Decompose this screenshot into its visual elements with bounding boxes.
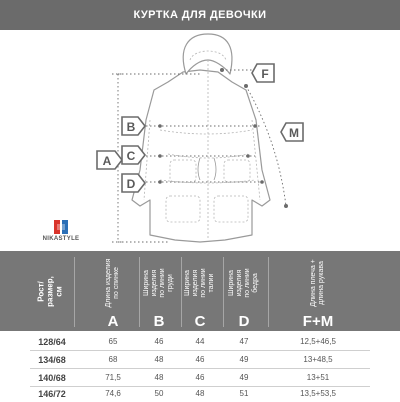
- table-row: [0, 351, 400, 368]
- row-header-cell: [30, 251, 70, 331]
- value-cell: 12,5+46,5: [300, 337, 336, 346]
- marker-c-label: C: [126, 149, 136, 163]
- value-cell: 44: [195, 337, 205, 346]
- marker-b-label: B: [126, 120, 136, 134]
- table-row: [0, 385, 400, 402]
- value-cell: 46: [195, 373, 205, 382]
- marker-m-label: M: [289, 126, 299, 140]
- size-table: [0, 251, 400, 400]
- col-header-fm: [268, 253, 368, 313]
- col-letter-c: C: [194, 312, 206, 330]
- col-letter-fm: F+M: [302, 312, 334, 330]
- value-cell: 48: [195, 389, 205, 398]
- marker-d-label: D: [126, 177, 136, 191]
- col-header-a-label: Длина изделия по спинке: [105, 258, 120, 308]
- value-cell: 51: [239, 389, 249, 398]
- brand-logo-icon: [54, 220, 68, 234]
- marker-a-label: A: [102, 154, 112, 168]
- value-cell: 49: [239, 355, 249, 364]
- value-cell: 74,6: [105, 389, 121, 398]
- value-cell: 50: [154, 389, 164, 398]
- col-header-d-label: Ширина изделия по линии бедра: [228, 268, 259, 298]
- table-row: [0, 369, 400, 386]
- value-cell: 13+48,5: [303, 355, 333, 364]
- value-cell: 13,5+53,5: [300, 389, 336, 398]
- value-cell: 46: [195, 355, 205, 364]
- value-cell: 68: [108, 355, 118, 364]
- col-header-c: [179, 253, 221, 313]
- col-header-d: [221, 253, 267, 313]
- col-header-fm-label: Длина плеча + длина рукава: [310, 259, 325, 307]
- brand-name: NIKASTYLE: [42, 236, 80, 242]
- col-letter-b: B: [153, 312, 165, 330]
- brand-block: [36, 220, 86, 242]
- value-cell: 48: [154, 355, 164, 364]
- size-table-header: [0, 251, 400, 331]
- jacket-diagram: [0, 30, 400, 250]
- marker-m: [281, 123, 303, 141]
- size-cell: 134/68: [38, 354, 66, 365]
- hood: [183, 34, 232, 74]
- value-cell: 47: [239, 337, 249, 346]
- marker-f-label: F: [261, 67, 269, 81]
- size-cell: 140/68: [38, 372, 66, 383]
- marker-f: [252, 64, 274, 82]
- jacket-sketch: [132, 34, 270, 242]
- row-header-label: Рост/ размер, см: [36, 275, 64, 307]
- value-cell: 65: [108, 337, 118, 346]
- table-row: [0, 333, 400, 350]
- value-cell: 46: [154, 337, 164, 346]
- value-cell: 13+51: [306, 373, 330, 382]
- col-header-b-label: Ширина изделия по линии груди: [143, 268, 174, 298]
- col-header-a: [87, 253, 139, 313]
- size-cell: 128/64: [38, 336, 66, 347]
- col-letter-a: A: [107, 312, 119, 330]
- col-letter-d: D: [238, 312, 250, 330]
- page-title: КУРТКА ДЛЯ ДЕВОЧКИ: [0, 0, 400, 30]
- col-header-b: [139, 253, 179, 313]
- marker-b: [122, 117, 145, 135]
- value-cell: 49: [239, 373, 249, 382]
- size-cell: 146/72: [38, 388, 66, 399]
- value-cell: 71,5: [105, 373, 121, 382]
- col-header-c-label: Ширина изделия по линии талии: [184, 268, 215, 298]
- value-cell: 48: [154, 373, 164, 382]
